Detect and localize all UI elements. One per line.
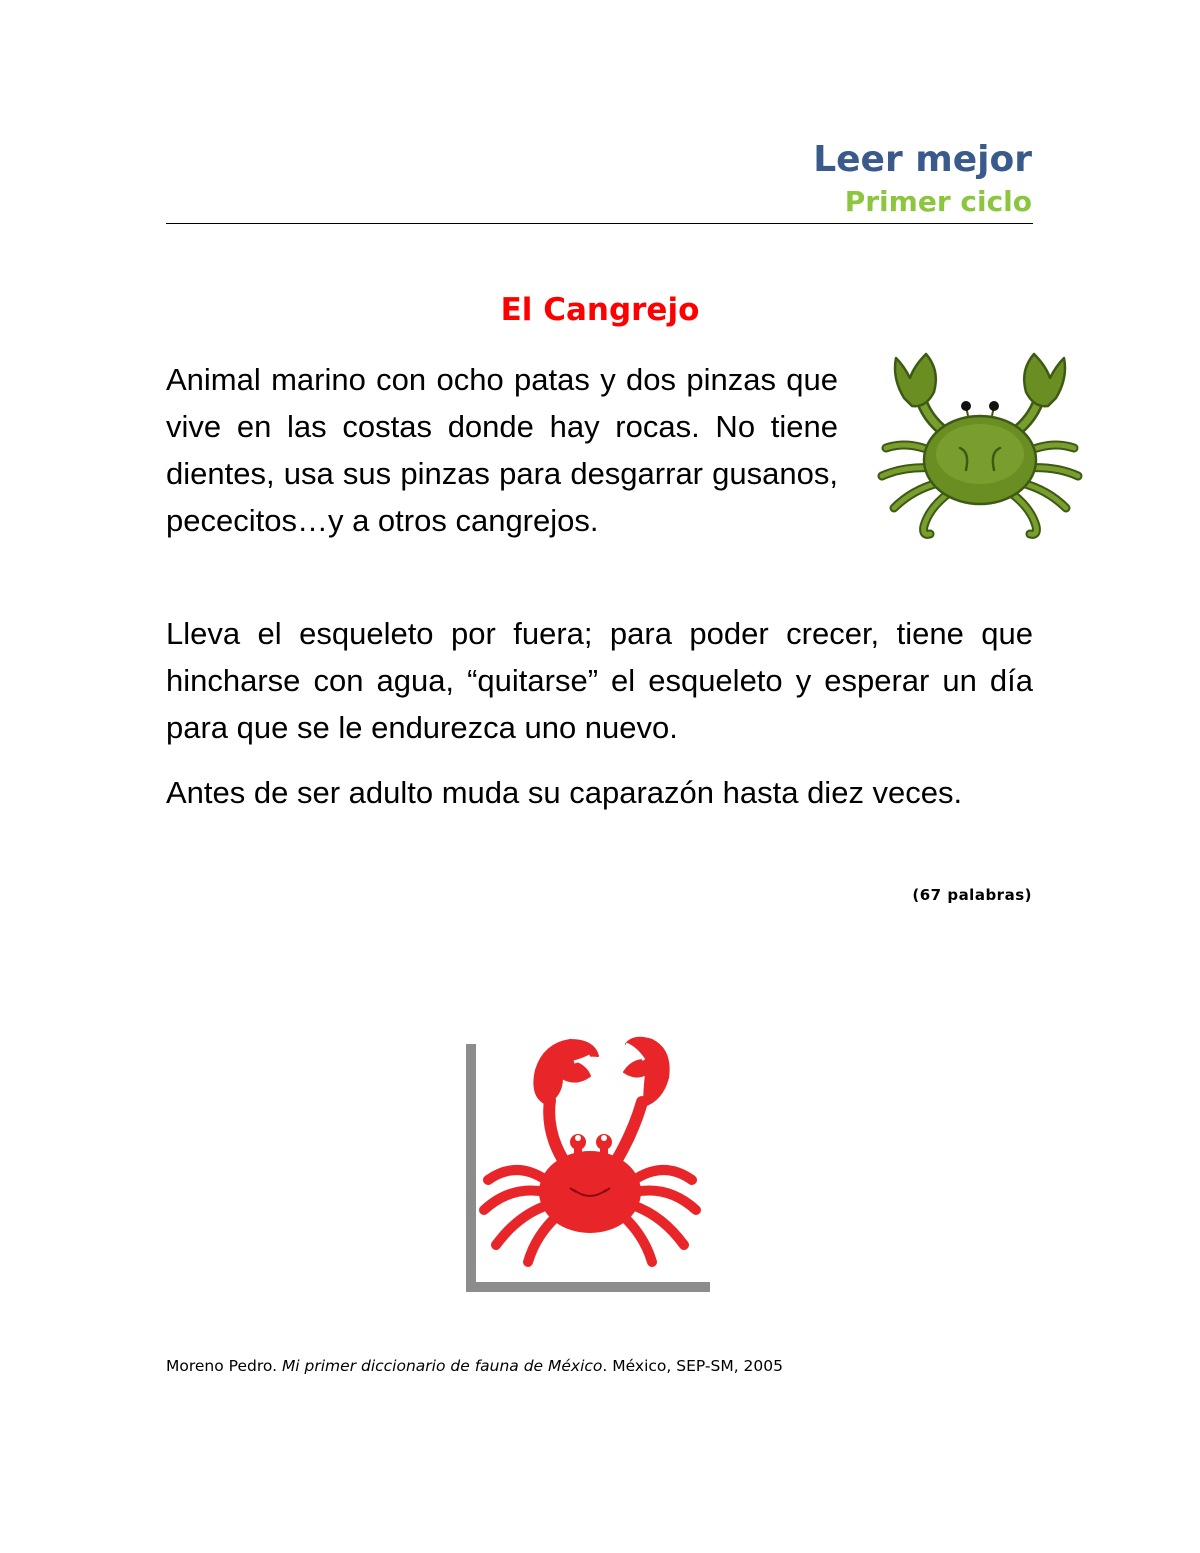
citation-rest: . México, SEP-SM, 2005	[602, 1357, 783, 1375]
word-count: (67 palabras)	[912, 886, 1032, 904]
red-crab-illustration	[466, 1030, 714, 1292]
paragraph-1: Animal marino con ocho patas y dos pinzas que vive en las costas donde hay rocas. No tiene dientes, usa sus pinzas para desgarrar gusanos, pececitos…y a otros cangrejos.	[166, 362, 838, 538]
citation-work: Mi primer diccionario de fauna de México	[281, 1357, 603, 1375]
header-title: Leer mejor	[813, 139, 1032, 180]
green-crab-illustration	[874, 348, 1086, 548]
document-title: El Cangrejo	[500, 292, 700, 328]
citation-author: Moreno Pedro.	[166, 1357, 277, 1375]
citation	[166, 1357, 783, 1375]
header-subtitle: Primer ciclo	[844, 185, 1032, 218]
paragraph-2: Lleva el esqueleto por fuera; para poder crecer, tiene que hincharse con agua, “quitarse” el esqueleto y esperar un día para que se le endurezca uno nuevo.	[166, 616, 1033, 745]
header-divider	[166, 223, 1033, 224]
paragraph-3: Antes de ser adulto muda su caparazón hasta diez veces.	[166, 775, 963, 810]
